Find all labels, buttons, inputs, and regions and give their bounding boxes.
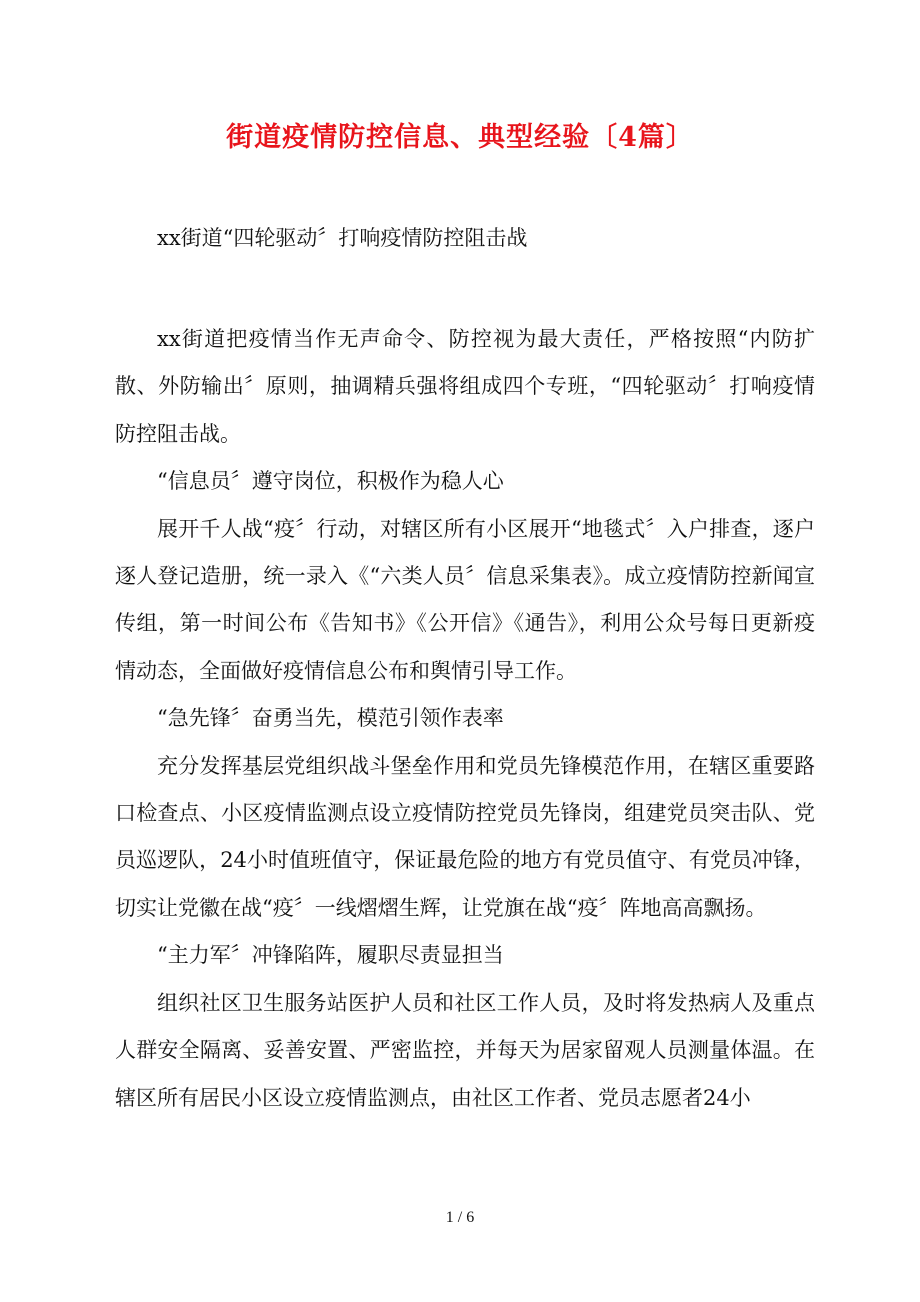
section-heading-main-force: “主力军〞冲锋陷阵，履职尽责显担当 <box>157 943 504 968</box>
paragraph-info-officer: 展开千人战“疫〞行动，对辖区所有小区展开“地毯式〞入户排查，逐户逐人登记造册，统一录入《“六类人员〞信息采集表》。成立疫情防控新闻宣传组，第一时间公布《告知书》《公开信》《通告》，利用公众号每日更新疫情动态，全面做好疫情信息公布和舆情引导工作。 <box>115 516 815 683</box>
article-subheading: xx街道“四轮驱动〞打响疫情防控阻击战 <box>157 226 528 250</box>
paragraph-vanguard: 充分发挥基层党组织战斗堡垒作用和党员先锋模范作用，在辖区重要路口检查点、小区疫情监测点设立疫情防控党员先锋岗，组建党员突击队、党员巡逻队，24小时值班值守，保证最危险的地方有党员值守、有党员冲锋，切实让党徽在战“疫〞一线熠熠生辉，让党旗在战“疫〞阵地高高飘扬。 <box>115 753 815 920</box>
document-body <box>115 316 815 1122</box>
paragraph-main-force: 组织社区卫生服务站医护人员和社区工作人员，及时将发热病人及重点人群安全隔离、妥善安置、严密监控，并每天为居家留观人员测量体温。在辖区所有居民小区设立疫情监测点，由社区工作者、党员志愿者24小 <box>115 990 815 1110</box>
paragraph-intro: xx街道把疫情当作无声命令、防控视为最大责任，严格按照“内防扩散、外防输出〞原则，抽调精兵强将组成四个专班，“四轮驱动〞打响疫情防控阻击战。 <box>115 327 815 446</box>
document-title: 街道疫情防控信息、典型经验〔4篇〕 <box>226 122 694 153</box>
section-heading-vanguard: “急先锋〞奋勇当先，模范引领作表率 <box>157 706 504 731</box>
section-heading-info-officer: “信息员〞遵守岗位，积极作为稳人心 <box>157 469 504 494</box>
page-number: 1 / 6 <box>445 1209 475 1226</box>
